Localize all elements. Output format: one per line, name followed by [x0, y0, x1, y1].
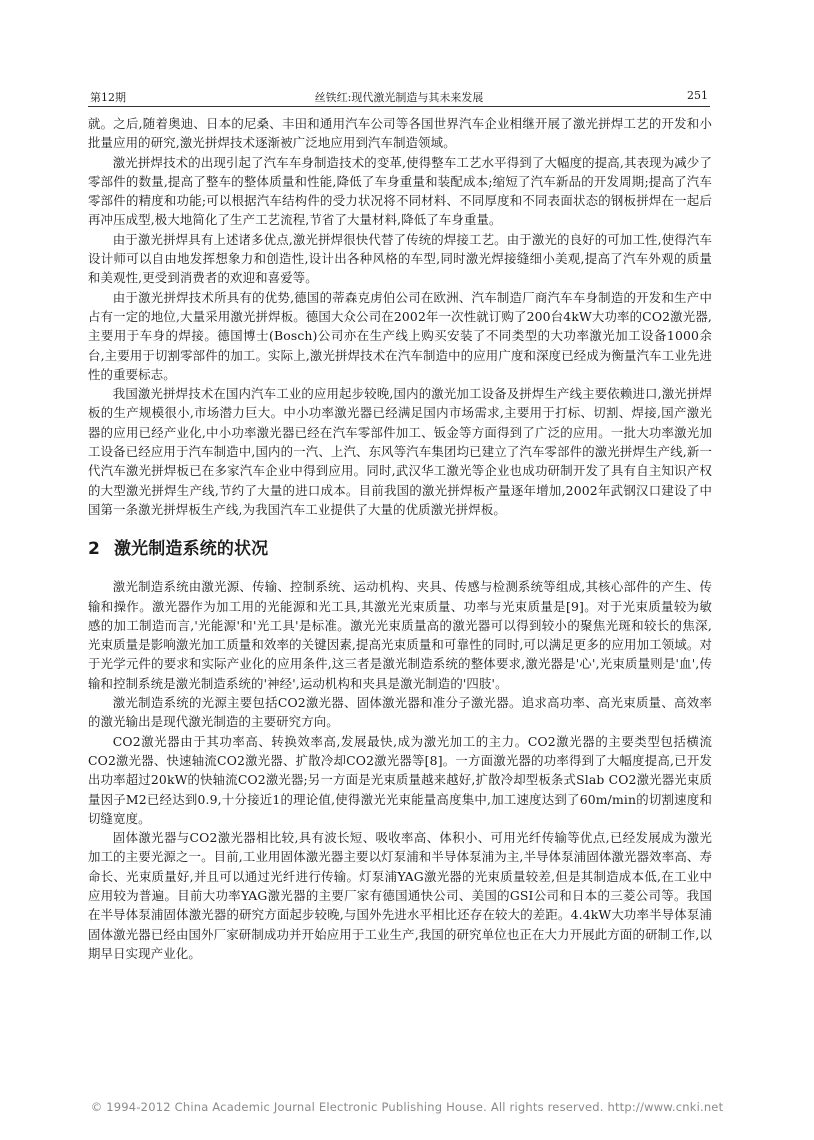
paragraph: 由于激光拼焊技术所具有的优势,德国的蒂森克虏伯公司在欧洲、汽车制造厂商汽车车身制造的开发和生产中占有一定的地位,大量采用激光拼焊板。德国大众公司在2002年一次性就订购了200台4kW大功率的CO2激光器,主要用于车身的焊接。德国博士(Bosch)公司亦在生产线上购买安装了不同类型的大功率激光加工设备1000余台,主要用于切割零部件的加工。实际上,激光拼焊技术在汽车制造中的应用广度和深度已经成为衡量汽车工业先进性的重要标志。: [88, 289, 712, 382]
section-heading: [88, 537, 712, 561]
paragraph: 固体激光器与CO2激光器相比较,具有波长短、吸收率高、体积小、可用光纤传输等优点,已经发展成为激光加工的主要光源之一。目前,工业用固体激光器主要以灯泵浦和半导体泵浦为主,半导体泵浦固体激光器效率高、寿命长、光束质量好,并且可以通过光纤进行传输。灯泵浦YAG激光器的光束质量较差,但是其制造成本低,在工业中应用较为普遍。目前大功率YAG激光器的主要厂家有德国通快公司、美国的GSI公司和日本的三菱公司等。我国在半导体泵浦固体激光器的研究方面起步较晚,与国外先进水平相比还存在较大的差距。4.4kW大功率半导体泵浦固体激光器已经由国外厂家研制成功并开始应用于工业生产,我国的研究单位也正在大力开展此方面的研制工作,以期早日实现产业化。: [88, 830, 712, 961]
paragraph: 我国激光拼焊技术在国内汽车工业的应用起步较晚,国内的激光加工设备及拼焊生产线主要依赖进口,激光拼焊板的生产规模很小,市场潜力巨大。中小功率激光器已经满足国内市场需求,主要用于打标、切割、焊接,国产激光器的应用已经产业化,中小功率激光器已经在汽车零部件加工、钣金等方面得到了广泛的应用。一批大功率激光加工设备已经应用于汽车制造中,国内的一汽、上汽、东风等汽车集团均已建立了汽车零部件的激光拼焊生产线,新一代汽车激光拼焊板已在多家汽车企业中得到应用。同时,武汉华工激光等企业也成功研制开发了具有自主知识产权的大型激光拼焊生产线,节约了大量的进口成本。目前我国的激光拼焊板产量逐年增加,2002年武钢汉口建设了中国第一条激光拼焊板生产线,为我国汽车工业提供了大量的优质激光拼焊板。: [88, 386, 712, 517]
article-running-title: 丝铁红:现代激光制造与其未来发展: [314, 91, 484, 104]
paragraph: 激光制造系统由激光源、传输、控制系统、运动机构、夹具、传感与检测系统等组成,其核心部件的产生、传输和操作。激光器作为加工用的光能源和光工具,其激光光束质量、功率与光束质量是[9]。对于光束质量较为敏感的加工制造而言,'光能源'和'光工具'是标准。激光光束质量高的激光器可以得到较小的聚焦光斑和较长的焦深,光束质量是影响激光加工质量和效率的关键因素,提高光束质量和可靠性的同时,可以满足更多的应用加工领域。对于光学元件的要求和实际产业化的应用条件,这三者是激光制造系统的整体要求,激光器是'心',光束质量则是'血',传输和控制系统是激光制造系统的'神经',运动机构和夹具是激光制造的'四肢'。: [88, 579, 712, 691]
paragraph: 激光制造系统的光源主要包括CO2激光器、固体激光器和准分子激光器。追求高功率、高光束质量、高效率的激光输出是现代激光制造的主要研究方向。: [88, 695, 712, 730]
paragraph: 就。之后,随着奥迪、日本的尼桑、丰田和通用汽车公司等各国世界汽车企业相继开展了激光拼焊工艺的开发和小批量应用的研究,激光拼焊技术逐渐被广泛地应用到汽车制造领域。: [88, 116, 712, 151]
paragraph: 由于激光拼焊具有上述诸多优点,激光拼焊很快代替了传统的焊接工艺。由于激光的良好的可加工性,使得汽车设计师可以自由地发挥想象力和创造性,设计出各种风格的车型,同时激光焊接缝细小美观,提高了汽车外观的质量和美观性,更受到消费者的欢迎和喜爱等。: [88, 231, 712, 286]
issue-number: 第12期: [90, 91, 126, 104]
paragraph: CO2激光器由于其功率高、转换效率高,发展最快,成为激光加工的主力。CO2激光器的主要类型包括横流CO2激光器、快速轴流CO2激光器、扩散冷却CO2激光器等[8]。一方面激光器的功率得到了大幅度提高,已开发出功率超过20kW的快轴流CO2激光器;另一方面是光束质量越来越好,扩散冷却型板条式Slab CO2激光器光束质量因子M2已经达到0.9,十分接近1的理论值,使得激光光束能量高度集中,加工速度达到了60m/min的切割速度和切缝宽度。: [88, 733, 712, 826]
section-number: 2: [88, 539, 100, 560]
article-body: [88, 114, 712, 963]
copyright-footer: © 1994-2012 China Academic Journal Electronic Publishing House. All rights reserved. http://www.cnki.net: [90, 1100, 724, 1114]
paragraph: 激光拼焊技术的出现引起了汽车车身制造技术的变革,使得整车工艺水平得到了大幅度的提高,其表现为减少了零部件的数量,提高了整车的整体质量和性能,降低了车身重量和装配成本;缩短了汽车新品的开发周期;提高了汽车零部件的精度和功能;可以根据汽车结构件的受力状况将不同材料、不同厚度和不同表面状态的钢板拼焊在一起后再冲压成型,极大地简化了生产工艺流程,节省了大量材料,降低了车身重量。: [88, 154, 712, 228]
section-title: 激光制造系统的状况: [113, 539, 269, 560]
running-header: [88, 86, 710, 107]
page-number: 251: [687, 89, 708, 102]
